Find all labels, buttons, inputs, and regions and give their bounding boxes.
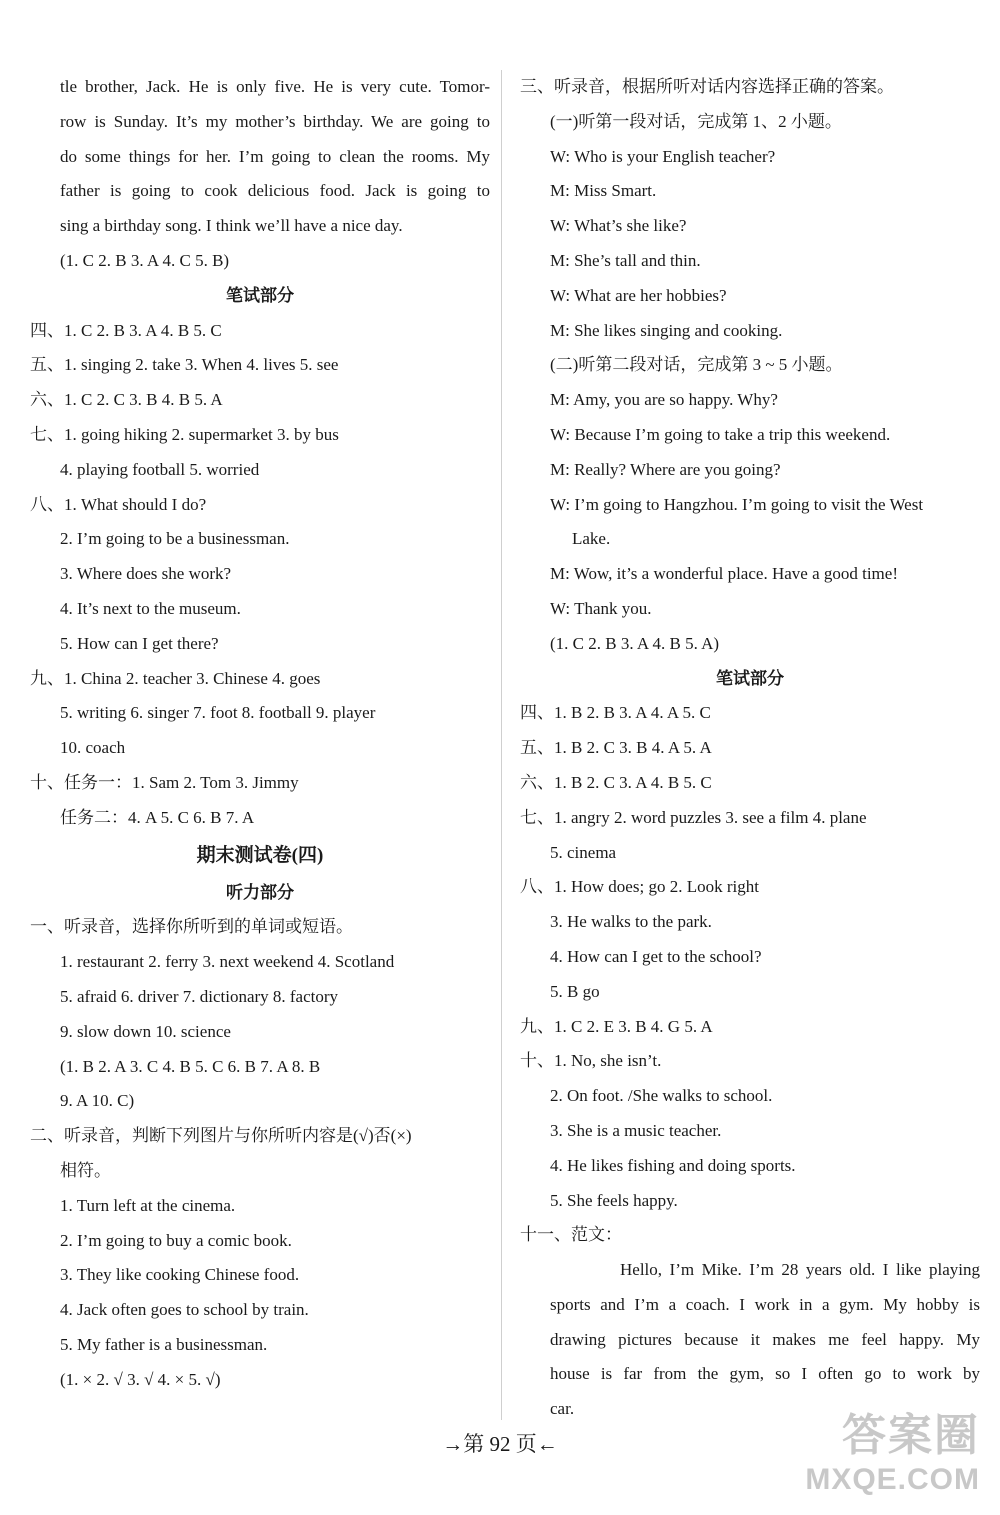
answer-line: 1. restaurant 2. ferry 3. next weekend 4. Scotland <box>60 952 395 972</box>
page-number: →第 92 页← <box>442 1432 558 1456</box>
answer-line: 5. afraid 6. driver 7. dictionary 8. factory <box>60 986 339 1006</box>
answer-line: 4. Jack often goes to school by train. <box>60 1300 309 1320</box>
answer-line: 9. A 10. C) <box>60 1091 135 1111</box>
written-heading: 笔试部分 <box>716 668 784 688</box>
passage-answers: (1. C 2. B 3. A 4. C 5. B) <box>60 250 230 270</box>
left-column <box>30 70 490 1397</box>
answer-line: 9. slow down 10. science <box>60 1021 231 1041</box>
passage-line: do some things for her. I’m going to clean the rooms. My <box>60 146 490 166</box>
section-heading: 一、听录音，选择你所听到的单词或短语。 <box>30 917 353 937</box>
answer-line: 六、1. C 2. C 3. B 4. B 5. A <box>30 390 223 410</box>
dialogue-heading: (一)听第一段对话，完成第 1、2 小题。 <box>550 111 842 131</box>
answer-line: 九、1. C 2. E 3. B 4. G 5. A <box>520 1016 713 1036</box>
dialogue-line: W: I’m going to Hangzhou. I’m going to visit the West <box>550 494 924 514</box>
answer-line: 5. How can I get there? <box>60 633 219 653</box>
answer-line: 八、1. How does; go 2. Look right <box>520 877 759 897</box>
essay-line: drawing pictures because it makes me feel happy. My <box>550 1329 980 1349</box>
answer-line: 5. B go <box>550 981 600 1001</box>
column-divider <box>501 70 502 1420</box>
section-heading: 十一、范文： <box>520 1225 622 1245</box>
answer-line: (1. B 2. A 3. C 4. B 5. C 6. B 7. A 8. B <box>60 1056 321 1076</box>
answer-line: 2. I’m going to be a businessman. <box>60 529 290 549</box>
answer-line: 十、1. No, she isn’t. <box>520 1051 662 1071</box>
dialogue-heading: (二)听第二段对话，完成第 3 ~ 5 小题。 <box>550 355 843 375</box>
dialogue-answers: (1. C 2. B 3. A 4. B 5. A) <box>550 633 720 653</box>
passage-line: tle brother, Jack. He is only five. He is very cute. Tomor- <box>60 77 490 96</box>
passage-line: row is Sunday. It’s my mother’s birthday. We are going to <box>60 111 490 131</box>
answer-line: 3. Where does she work? <box>60 564 232 584</box>
essay-line: sports and I’m a coach. I work in a gym. My hobby is <box>550 1294 980 1314</box>
dialogue-line: W: Who is your English teacher? <box>550 146 776 166</box>
answer-line: 六、1. B 2. C 3. A 4. B 5. C <box>520 772 712 792</box>
watermark-logo <box>805 1399 980 1497</box>
answer-line: 3. He walks to the park. <box>550 912 712 932</box>
dialogue-line: W: What’s she like? <box>550 216 687 236</box>
answer-line: 4. playing football 5. worried <box>60 459 260 479</box>
answer-line: 5. She feels happy. <box>550 1190 678 1210</box>
answer-line: 10. coach <box>60 738 126 758</box>
listening-heading: 听力部分 <box>226 882 294 902</box>
answer-line: 四、1. B 2. B 3. A 4. A 5. C <box>520 703 711 723</box>
dialogue-line: M: Really? Where are you going? <box>550 459 781 479</box>
essay-line: Hello, I’m Mike. I’m 28 years old. I like playing <box>620 1260 980 1280</box>
essay-line: car. <box>550 1399 575 1419</box>
answer-line: 五、1. B 2. C 3. B 4. A 5. A <box>520 738 712 758</box>
answer-line: 2. I’m going to buy a comic book. <box>60 1230 292 1250</box>
answer-line: 任务二：4. A 5. C 6. B 7. A <box>60 807 255 827</box>
answer-line: 4. He likes fishing and doing sports. <box>550 1155 796 1175</box>
dialogue-line: W: Because I’m going to take a trip this weekend. <box>550 424 891 444</box>
answer-line: 七、1. angry 2. word puzzles 3. see a film 4. plane <box>520 807 867 827</box>
watermark-en: MXQE.COM <box>805 1463 980 1496</box>
answer-line: 四、1. C 2. B 3. A 4. B 5. C <box>30 320 222 340</box>
essay-line: house is far from the gym, so I often go to work by <box>550 1364 980 1384</box>
answer-line: 1. Turn left at the cinema. <box>60 1195 236 1215</box>
answer-line: 4. It’s next to the museum. <box>60 598 241 618</box>
answer-line: 3. They like cooking Chinese food. <box>60 1265 300 1285</box>
answer-line: 十、任务一：1. Sam 2. Tom 3. Jimmy <box>30 772 299 792</box>
answer-line: 2. On foot. /She walks to school. <box>550 1086 773 1106</box>
watermark-cn: 答案圈 <box>842 1411 980 1460</box>
answer-line: (1. × 2. √ 3. √ 4. × 5. √) <box>60 1369 221 1389</box>
dialogue-line: M: Miss Smart. <box>550 181 657 201</box>
dialogue-line: M: She’s tall and thin. <box>550 250 701 270</box>
passage-line: father is going to cook delicious food. Jack is going to <box>60 181 490 201</box>
answer-line: 九、1. China 2. teacher 3. Chinese 4. goes <box>30 668 321 688</box>
dialogue-line: Lake. <box>572 529 611 549</box>
answer-line: 5. writing 6. singer 7. foot 8. football 9. player <box>60 703 376 723</box>
written-heading: 笔试部分 <box>226 285 294 305</box>
dialogue-line: W: Thank you. <box>550 598 652 618</box>
answer-line: 七、1. going hiking 2. supermarket 3. by bus <box>30 424 339 444</box>
answer-line: 5. My father is a businessman. <box>60 1334 268 1354</box>
answer-line: 5. cinema <box>550 842 617 862</box>
answer-line: 五、1. singing 2. take 3. When 4. lives 5. see <box>30 355 339 375</box>
dialogue-line: W: What are her hobbies? <box>550 285 727 305</box>
section-heading: 相符。 <box>60 1160 111 1180</box>
right-column <box>520 70 980 1427</box>
section-heading: 二、听录音，判断下列图片与你所听内容是(√)否(×) <box>30 1126 412 1146</box>
answer-line: 4. How can I get to the school? <box>550 946 762 966</box>
exam-title: 期末测试卷(四) <box>196 844 324 866</box>
dialogue-line: M: She likes singing and cooking. <box>550 320 783 340</box>
dialogue-line: M: Wow, it’s a wonderful place. Have a good time! <box>550 564 898 584</box>
section-heading: 三、听录音，根据所听对话内容选择正确的答案。 <box>520 77 894 96</box>
passage-line: sing a birthday song. I think we’ll have a nice day. <box>60 216 403 236</box>
answer-line: 3. She is a music teacher. <box>550 1120 722 1140</box>
dialogue-line: M: Amy, you are so happy. Why? <box>550 390 778 410</box>
answer-line: 八、1. What should I do? <box>30 494 207 514</box>
